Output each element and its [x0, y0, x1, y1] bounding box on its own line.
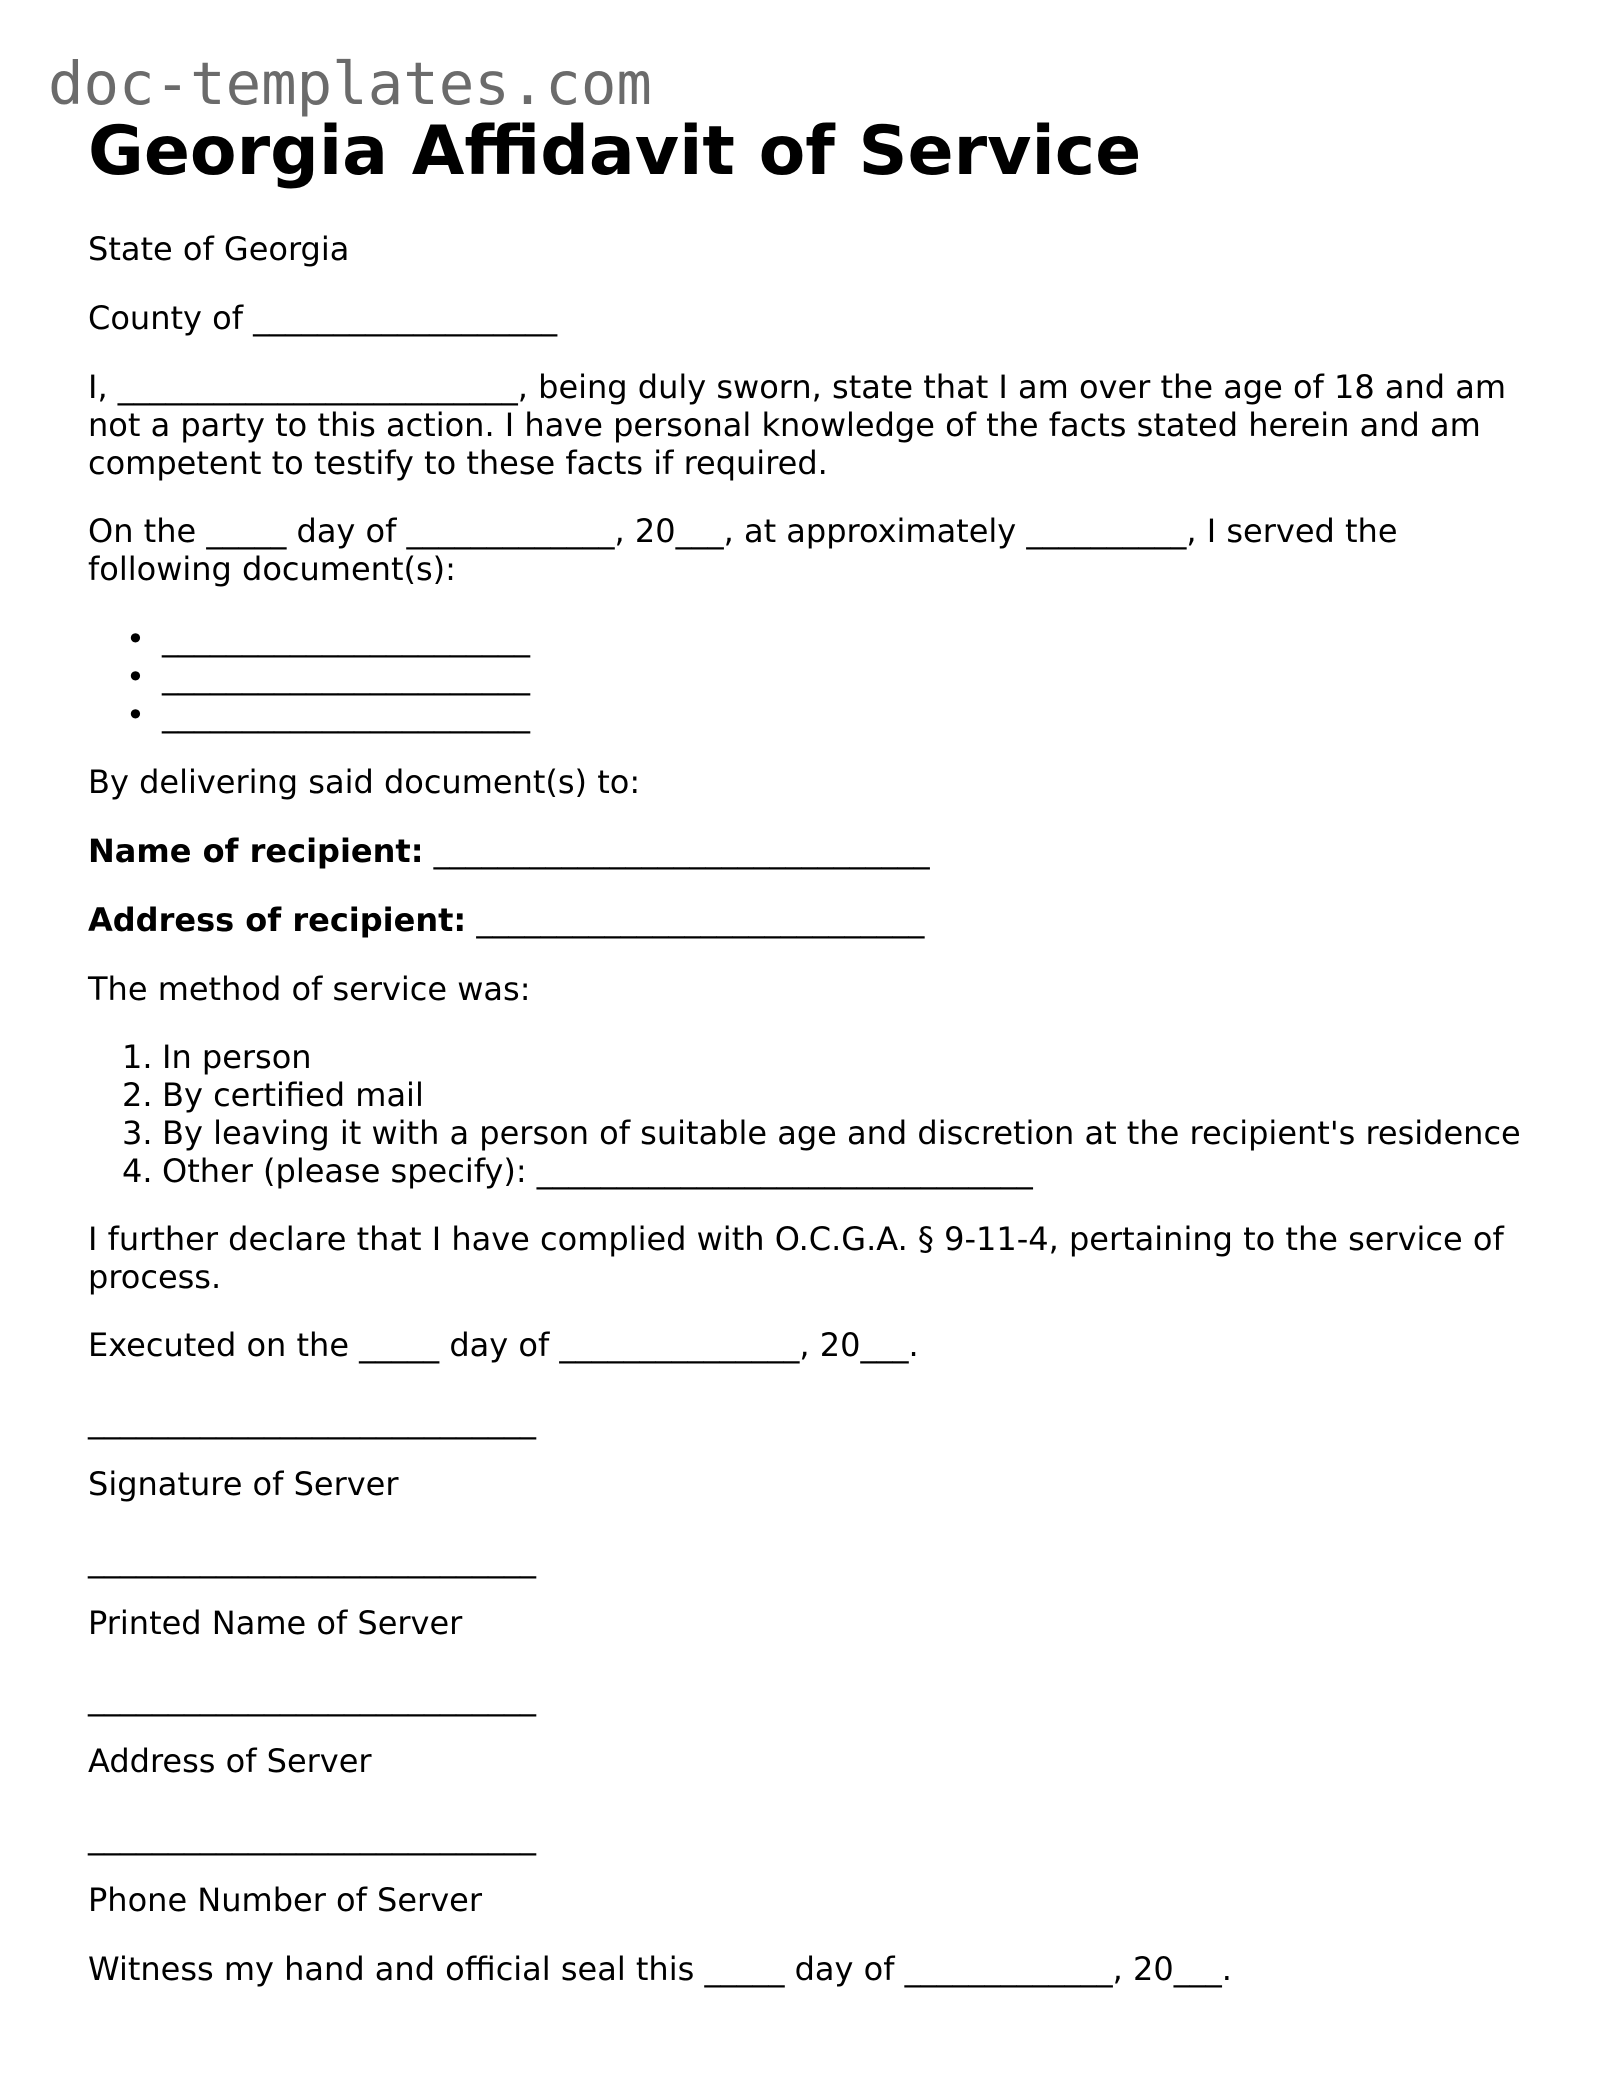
page-title: Georgia Affidavit of Service	[88, 112, 1142, 191]
list-item: 4. Other (please specify): _______________________________	[122, 1152, 1033, 1190]
documents-list	[82, 620, 530, 734]
recipient-address-field	[88, 901, 924, 939]
list-item: 3. By leaving it with a person of suitable age and discretion at the recipient's residence	[122, 1114, 1521, 1152]
phone-line: ____________________________	[88, 1818, 536, 1856]
phone-label: Phone Number of Server	[88, 1881, 482, 1919]
executed-line: Executed on the _____ day of _______________, 20___.	[88, 1326, 919, 1364]
recipient-name-blank: _______________________________	[433, 832, 930, 870]
method-intro: The method of service was:	[88, 970, 531, 1008]
list-item: • _______________________	[126, 696, 530, 734]
recipient-name-label: Name of recipient:	[88, 832, 424, 870]
printed-name-line: ____________________________	[88, 1541, 536, 1579]
intro-paragraph: I, _________________________, being duly sworn, state that I am over the age of 18 and am not a party to this action. I have personal knowledge of the facts stated herein and am competent to testify to these facts if required.	[88, 368, 1507, 482]
witness-line: Witness my hand and official seal this _____ day of _____________, 20___.	[88, 1950, 1232, 1988]
state-line: State of Georgia	[88, 230, 350, 268]
methods-list	[82, 1038, 1521, 1190]
signature-label: Signature of Server	[88, 1465, 399, 1503]
list-item: • _______________________	[126, 620, 530, 658]
served-paragraph: On the _____ day of _____________, 20___, at approximately __________, I served the following document(s):	[88, 512, 1398, 588]
signature-line: ____________________________	[88, 1402, 536, 1440]
list-item: 2. By certified mail	[122, 1076, 424, 1114]
list-item: 1. In person	[122, 1038, 312, 1076]
watermark: doc-templates.com	[48, 49, 652, 118]
list-item: • _______________________	[126, 658, 530, 696]
recipient-address-blank: ____________________________	[476, 901, 925, 939]
county-line: County of ___________________	[88, 299, 558, 337]
delivering-line: By delivering said document(s) to:	[88, 763, 641, 801]
recipient-address-label: Address of recipient:	[88, 901, 467, 939]
server-address-label: Address of Server	[88, 1742, 372, 1780]
printed-name-label: Printed Name of Server	[88, 1604, 463, 1642]
compliance-paragraph: I further declare that I have complied with O.C.G.A. § 9-11-4, pertaining to the service of process.	[88, 1220, 1504, 1296]
server-address-line: ____________________________	[88, 1679, 536, 1717]
recipient-name-field	[88, 832, 930, 870]
